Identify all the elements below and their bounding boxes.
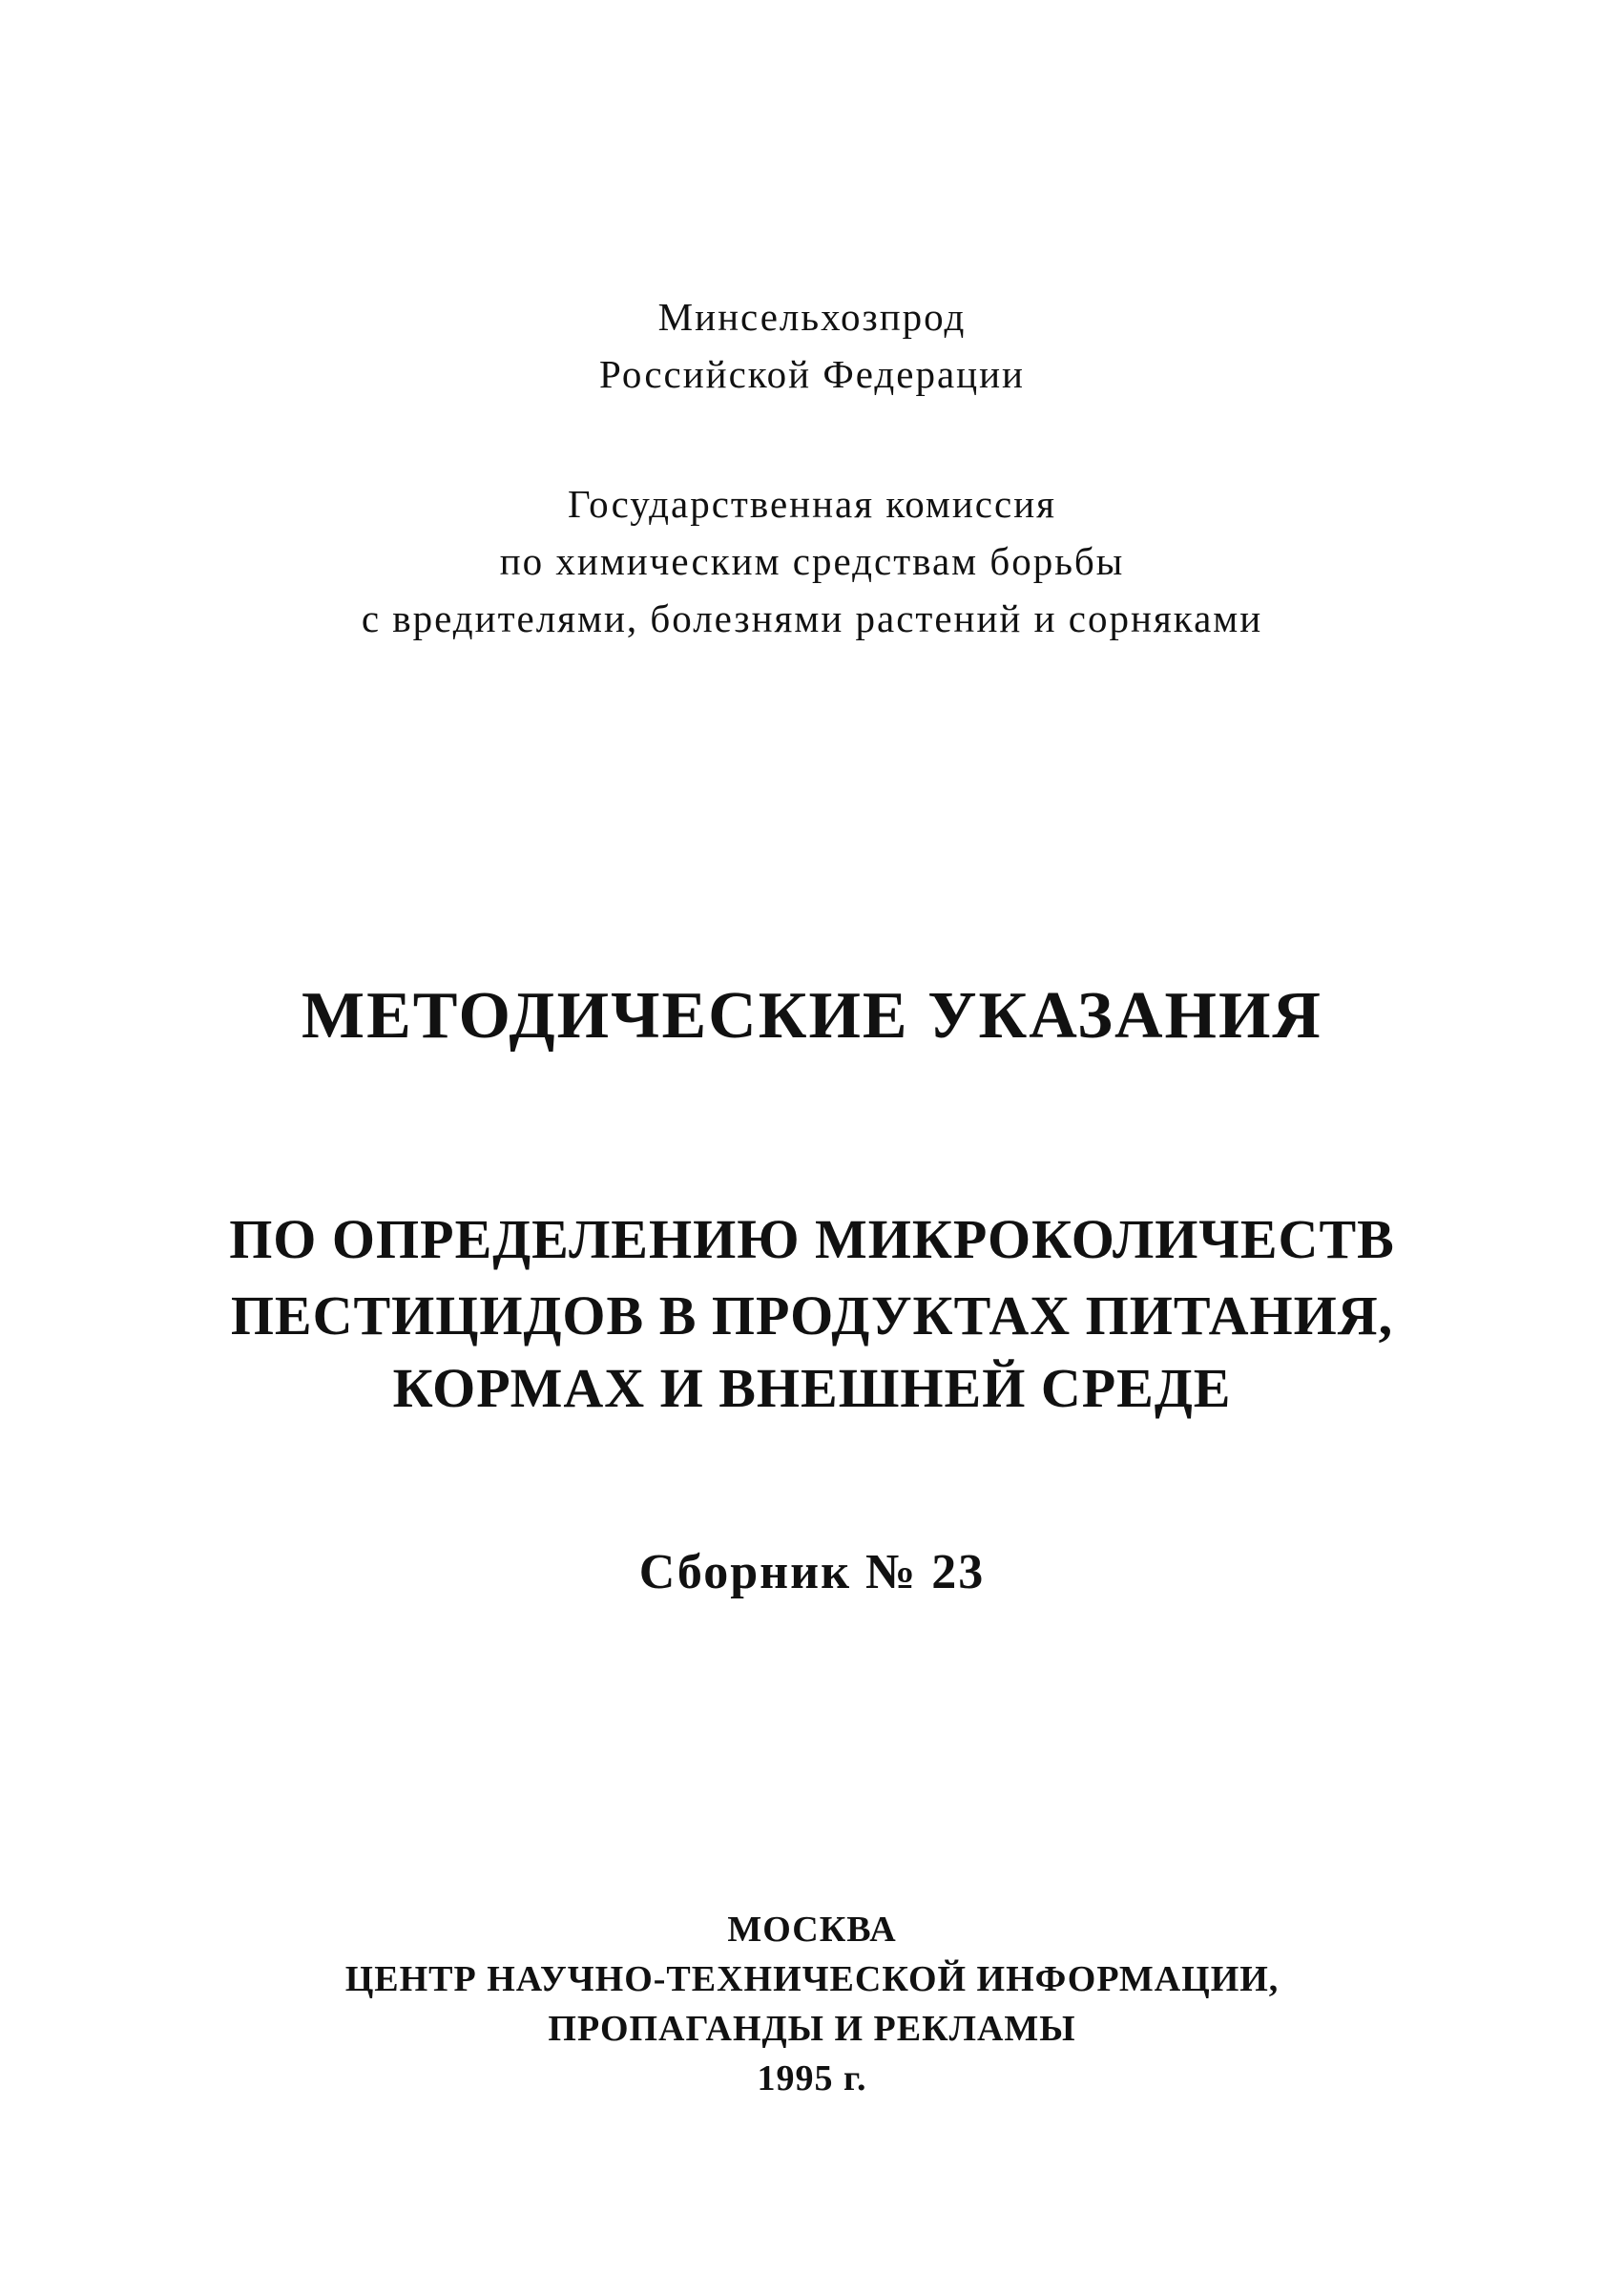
commission-line-2: по химическим средствам борьбы <box>499 539 1125 583</box>
imprint-publisher-line-2: ПРОПАГАНДЫ И РЕКЛАМЫ <box>548 2009 1076 2049</box>
imprint-city: МОСКВА <box>727 1910 897 1950</box>
collection-number: Сборник № 23 <box>638 1545 986 1599</box>
document-title: МЕТОДИЧЕСКИЕ УКАЗАНИЯ <box>302 979 1322 1053</box>
ministry-country-line: Российской Федерации <box>599 352 1025 396</box>
subtitle-line-1: ПО ОПРЕДЕЛЕНИЮ МИКРОКОЛИЧЕСТВ <box>229 1208 1395 1270</box>
subtitle-line-2: ПЕСТИЦИДОВ В ПРОДУКТАХ ПИТАНИЯ, <box>230 1284 1394 1347</box>
imprint-publisher-line-1: ЦЕНТР НАУЧНО-ТЕХНИЧЕСКОЙ ИНФОРМАЦИИ, <box>344 1959 1280 1999</box>
ministry-name-line: Минсельхозпрод <box>657 295 967 339</box>
commission-line-3: с вредителями, болезнями растений и сорняками <box>361 596 1263 640</box>
subtitle-line-3: КОРМАХ И ВНЕШНЕЙ СРЕДЕ <box>392 1357 1232 1419</box>
imprint-year: 1995 г. <box>757 2058 867 2099</box>
commission-line-1: Государственная комиссия <box>567 482 1056 526</box>
